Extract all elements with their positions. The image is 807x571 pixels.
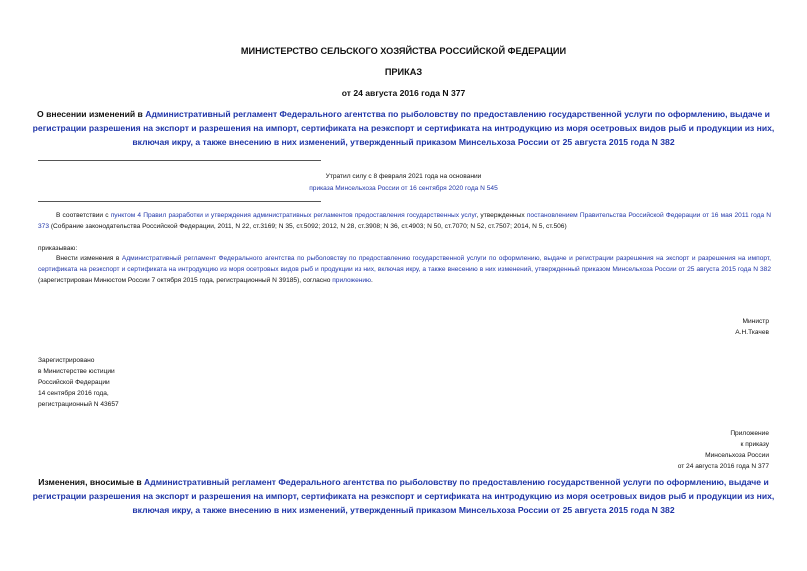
appendix-title: [24, 475, 783, 517]
order-text-1: Внести изменения в: [56, 255, 122, 262]
status-repeal-link[interactable]: приказа Минсельхоза России от 16 сентября 2020 года N 545: [309, 185, 498, 192]
appendix-line-2: к приказу: [740, 441, 769, 448]
preamble-rules-link[interactable]: пунктом 4 Правил разработки и утверждения административных регламентов предоставления государственных услуг: [110, 212, 477, 219]
ministry-heading: МИНИСТЕРСТВО СЕЛЬСКОГО ХОЗЯЙСТВА РОССИЙСКОЙ ФЕДЕРАЦИИ: [240, 46, 567, 56]
preamble-resolution-link[interactable]: постановлением Правительства Российской Федерации от 16 мая 2011 года N 373: [38, 212, 772, 230]
divider-bottom: [38, 201, 321, 202]
order-text-2: (зарегистрирован Минюстом России 7 октября 2015 года, регистрационный N 39185), согласно: [38, 277, 333, 284]
document-title: [24, 107, 783, 149]
title-regulation-link[interactable]: Административный регламент Федерального агентства по рыболовству по предоставлению государственной услуги по оформлению, выдаче и регистрации разрешения на экспорт и разрешения на импорт, сертификата на реэкспорт и сертификата на интродукцию из моря осетровых видов рыб и продукции из них, включая икру, а также внесению в них изменений, утвержденный приказом Минсельхоза России от 25 августа 2015 года N 382: [32, 109, 775, 147]
registration-line-3: Российской Федерации: [38, 379, 110, 386]
appendix-title-prefix: Изменения, вносимые в: [38, 477, 145, 487]
appendix-line-1: Приложение: [730, 430, 769, 437]
appendix-line-4: от 24 августа 2016 года N 377: [677, 463, 769, 470]
registration-line-2: в Министерстве юстиции: [38, 368, 115, 375]
signature-name: А.Н.Ткачев: [735, 329, 769, 336]
appendix-line-3: Минсельхоза России: [705, 452, 769, 459]
date-number: [0, 88, 807, 98]
divider-top: [38, 160, 321, 161]
signature-role: Министр: [742, 318, 769, 325]
title-prefix: О внесении изменений в: [37, 109, 146, 119]
registration-line-5: регистрационный N 43657: [38, 401, 119, 408]
preamble-text-2: , утвержденных: [476, 212, 527, 219]
appendix-title-regulation-link[interactable]: Административный регламент Федерального агентства по рыболовству по предоставлению государственной услуги по оформлению, выдаче и регистрации разрешения на экспорт и разрешения на импорт, сертификата на реэкспорт и сертификата на интродукцию из моря осетровых видов рыб и продукции из них, включая икру, а также внесению в них изменений, утвержденный приказом Минсельхоза России от 25 августа 2015 года N 382: [32, 477, 775, 515]
order-word: приказываю:: [38, 245, 78, 252]
signature-block: [735, 316, 769, 338]
preamble-paragraph: [38, 210, 771, 232]
appendix-block: [678, 428, 769, 472]
status-line-1: Утратил силу с 8 февраля 2021 года на основании: [325, 173, 482, 180]
order-text-3: .: [371, 277, 373, 284]
preamble-text-1: В соответствии с: [56, 212, 111, 219]
order-paragraph: [38, 253, 771, 286]
registration-line-4: 14 сентября 2016 года,: [38, 390, 109, 397]
date-number-text: от 24 августа 2016 года N 377: [341, 88, 466, 98]
order-regulation-link[interactable]: Административный регламент Федерального агентства по рыболовству по предоставлению государственной услуги по оформлению, выдаче и регистрации разрешения на экспорт и разрешения на импорт, сертификата на реэкспорт и сертификата на интродукцию из моря осетровых видов рыб и продукции из них, включая икру, а также внесению в них изменений, утвержденный приказом Минсельхоза России от 25 августа 2015 года N 382: [38, 255, 772, 273]
registration-block: [38, 355, 119, 410]
doc-type-heading: ПРИКАЗ: [384, 67, 423, 77]
preamble-text-3: (Собрание законодательства Российской Федерации, 2011, N 22, ст.3169; N 35, ст.5092; 2012, N 28, ст.3908; N 36, ст.4903; N 50, ст.7070; N 52, ст.7507; 2014, N 5, ст.506): [49, 223, 567, 230]
status-block: [24, 171, 783, 194]
order-appendix-link[interactable]: приложению: [332, 277, 372, 284]
registration-line-1: Зарегистрировано: [38, 357, 95, 364]
